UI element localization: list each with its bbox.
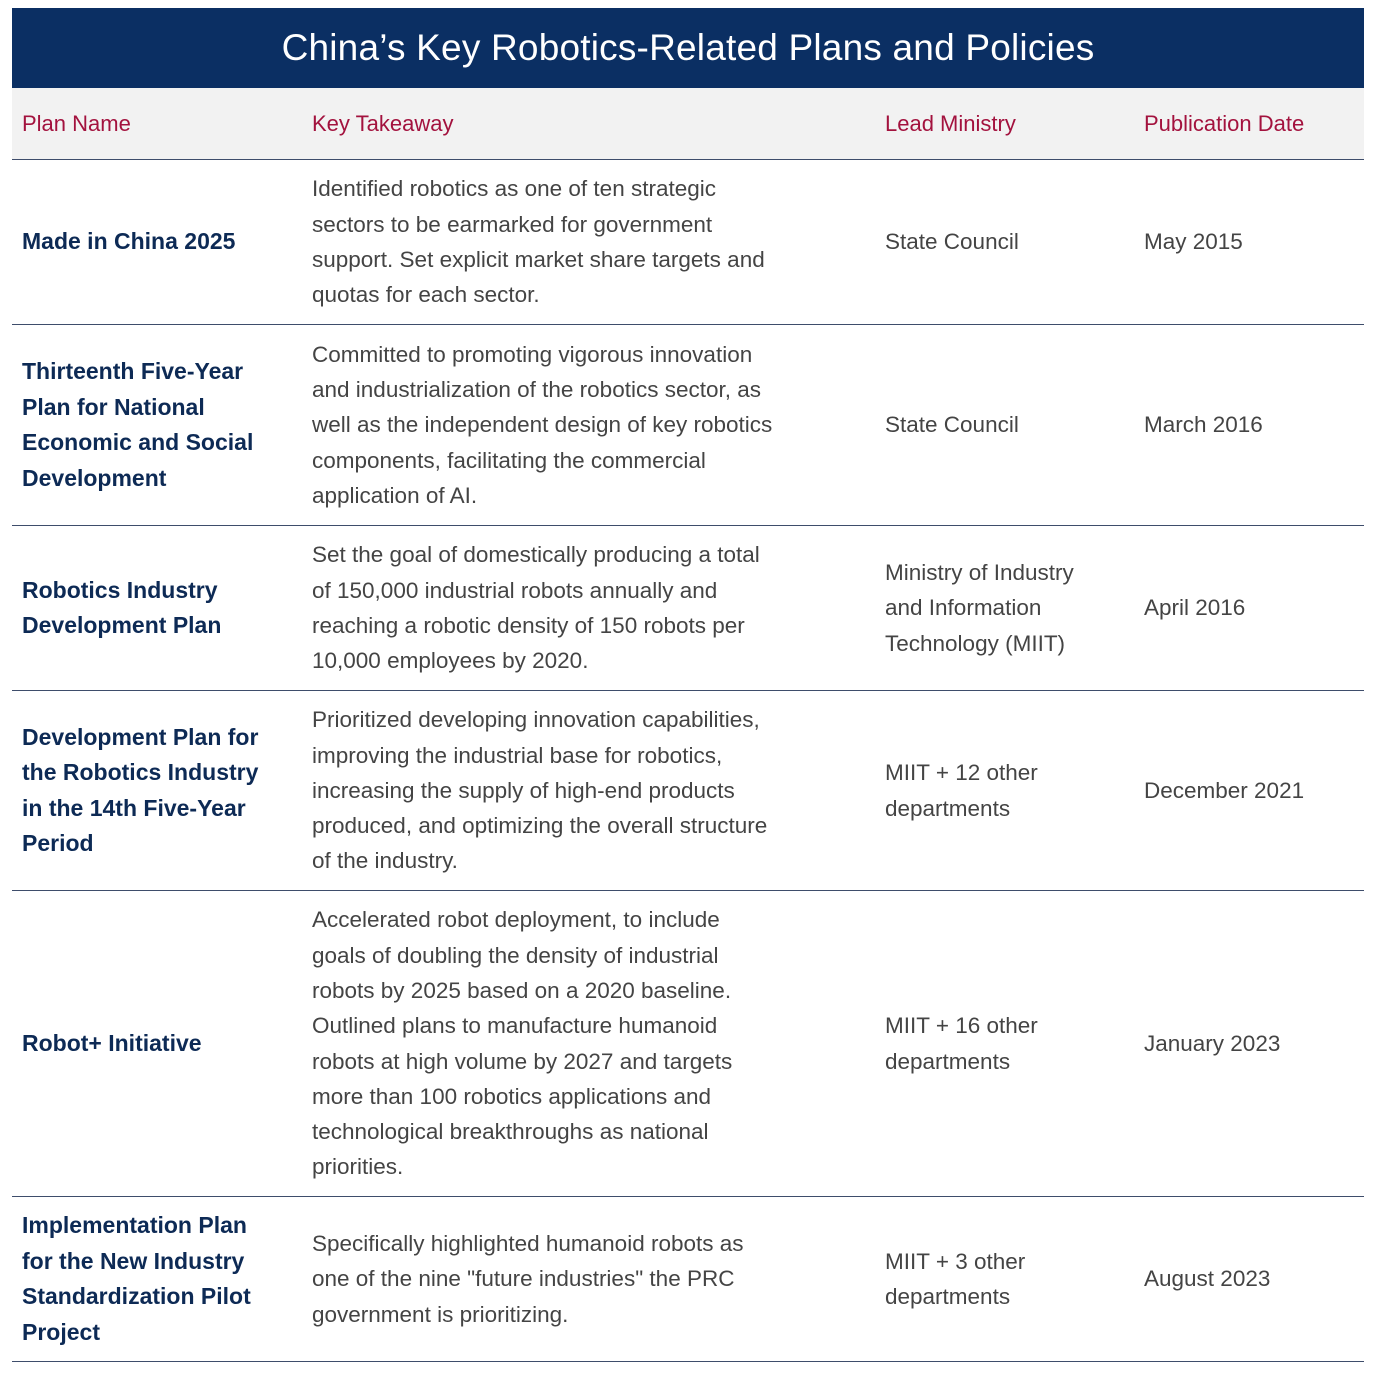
- publication-date: [1144, 1261, 1364, 1296]
- plan-name-line: Implementation Plan: [22, 1212, 247, 1238]
- key-takeaway-line: robots by 2025 based on a 2020 baseline.: [312, 977, 732, 1003]
- table-row: [12, 526, 1364, 691]
- key-takeaway-line: government is prioritizing.: [312, 1301, 569, 1327]
- key-takeaway: [312, 337, 885, 513]
- plan-name-line: Development: [22, 464, 167, 491]
- key-takeaway-line: quotas for each sector.: [312, 282, 540, 308]
- header-lead-ministry: Lead Ministry: [885, 110, 1016, 136]
- publication-date: [1144, 224, 1364, 259]
- key-takeaway-line: application of AI.: [312, 482, 478, 508]
- plan-name-line: Thirteenth Five-Year: [22, 358, 244, 384]
- key-takeaway-line: more than 100 robotics applications and: [312, 1083, 712, 1109]
- header-plan-name: Plan Name: [22, 110, 131, 136]
- publication-date-line: August 2023: [1144, 1266, 1271, 1292]
- key-takeaway: [312, 171, 885, 312]
- table-title: China’s Key Robotics-Related Plans and Policies: [12, 8, 1364, 88]
- key-takeaway-line: produced, and optimizing the overall structure: [312, 813, 768, 839]
- key-takeaway-line: support. Set explicit market share targets and: [312, 247, 765, 272]
- publication-date-line: April 2016: [1144, 595, 1246, 621]
- key-takeaway-line: one of the nine "future industries" the PRC: [312, 1266, 735, 1292]
- plan-name: [12, 1026, 312, 1062]
- policy-table: [12, 8, 1364, 1362]
- publication-date: [1144, 407, 1364, 442]
- plan-name-line: Made in China 2025: [22, 228, 236, 255]
- publication-date-line: March 2016: [1144, 412, 1263, 438]
- lead-ministry-line: departments: [885, 1284, 1011, 1309]
- lead-ministry: [885, 407, 1144, 442]
- plan-name-line: Period: [22, 830, 94, 856]
- key-takeaway-line: Prioritized developing innovation capabilities,: [312, 707, 760, 733]
- lead-ministry: [885, 555, 1144, 661]
- key-takeaway: [312, 702, 885, 878]
- lead-ministry-line: and Information: [885, 595, 1042, 621]
- table-row: [12, 1197, 1364, 1362]
- key-takeaway-line: technological breakthroughs as national: [312, 1119, 709, 1145]
- key-takeaway-line: Accelerated robot deployment, to include: [312, 907, 720, 933]
- key-takeaway-line: and industrialization of the robotics sector, as: [312, 377, 762, 403]
- key-takeaway-line: priorities.: [312, 1154, 404, 1180]
- plan-name: [12, 1208, 312, 1350]
- lead-ministry-line: State Council: [885, 229, 1019, 255]
- header-publication-date: Publication Date: [1144, 110, 1305, 136]
- table-row: [12, 160, 1364, 325]
- key-takeaway-line: sectors to be earmarked for government: [312, 211, 713, 237]
- lead-ministry: [885, 224, 1144, 259]
- key-takeaway-line: Set the goal of domestically producing a total: [312, 542, 760, 568]
- header-row: [12, 88, 1364, 160]
- key-takeaway-line: components, facilitating the commercial: [312, 447, 706, 473]
- key-takeaway-line: goals of doubling the density of industrial: [312, 942, 719, 968]
- plan-name-line: for the New Industry: [22, 1247, 245, 1274]
- table-row: [12, 891, 1364, 1197]
- publication-date: [1144, 590, 1364, 625]
- key-takeaway-line: Specifically highlighted humanoid robots as: [312, 1231, 744, 1257]
- publication-date-line: January 2023: [1144, 1030, 1281, 1056]
- table-row: [12, 691, 1364, 891]
- plan-name-line: Development Plan: [22, 612, 222, 638]
- lead-ministry-line: Ministry of Industry: [885, 560, 1074, 586]
- publication-date-line: May 2015: [1144, 229, 1243, 255]
- plan-name-line: Robotics Industry: [22, 576, 218, 603]
- lead-ministry-line: MIIT + 16 other: [885, 1013, 1038, 1039]
- lead-ministry-line: State Council: [885, 412, 1019, 438]
- publication-date: [1144, 773, 1364, 808]
- publication-date: [1144, 1026, 1364, 1061]
- key-takeaway-line: well as the independent design of key robotics: [312, 412, 773, 438]
- lead-ministry: [885, 755, 1144, 826]
- header-key-takeaway: Key Takeaway: [312, 110, 454, 136]
- lead-ministry-line: departments: [885, 795, 1011, 821]
- plan-name-line: Development Plan for: [22, 723, 259, 750]
- key-takeaway-line: Outlined plans to manufacture humanoid: [312, 1013, 718, 1039]
- key-takeaway-line: reaching a robotic density of 150 robots per: [312, 613, 745, 638]
- lead-ministry-line: MIIT + 3 other: [885, 1248, 1026, 1274]
- key-takeaway-line: robots at high volume by 2027 and targets: [312, 1048, 733, 1074]
- key-takeaway-line: Committed to promoting vigorous innovation: [312, 341, 753, 367]
- plan-name-line: Standardization Pilot: [22, 1283, 251, 1309]
- plan-name-line: Economic and Social: [22, 429, 254, 455]
- plan-name: [12, 354, 312, 496]
- lead-ministry-line: departments: [885, 1048, 1011, 1074]
- key-takeaway-line: increasing the supply of high-end products: [312, 777, 735, 803]
- key-takeaway: [312, 537, 885, 678]
- key-takeaway-line: of the industry.: [312, 848, 458, 874]
- plan-name: [12, 224, 312, 260]
- lead-ministry: [885, 1244, 1144, 1315]
- lead-ministry: [885, 1008, 1144, 1079]
- plan-name-line: in the 14th Five-Year: [22, 794, 246, 821]
- plan-name-line: Plan for National: [22, 393, 205, 420]
- plan-name-line: Project: [22, 1318, 100, 1345]
- key-takeaway-line: improving the industrial base for robotics,: [312, 742, 723, 768]
- publication-date-line: December 2021: [1144, 777, 1305, 803]
- plan-name: [12, 720, 312, 862]
- key-takeaway: [312, 902, 885, 1184]
- table-row: [12, 325, 1364, 526]
- key-takeaway: [312, 1226, 885, 1332]
- key-takeaway-line: of 150,000 industrial robots annually and: [312, 577, 718, 603]
- plan-name-line: the Robotics Industry: [22, 759, 259, 785]
- plan-name-line: Robot+ Initiative: [22, 1029, 202, 1056]
- key-takeaway-line: Identified robotics as one of ten strategic: [312, 176, 716, 202]
- lead-ministry-line: Technology (MIIT): [885, 630, 1066, 656]
- lead-ministry-line: MIIT + 12 other: [885, 760, 1038, 786]
- key-takeaway-line: 10,000 employees by 2020.: [312, 648, 589, 674]
- plan-name: [12, 573, 312, 644]
